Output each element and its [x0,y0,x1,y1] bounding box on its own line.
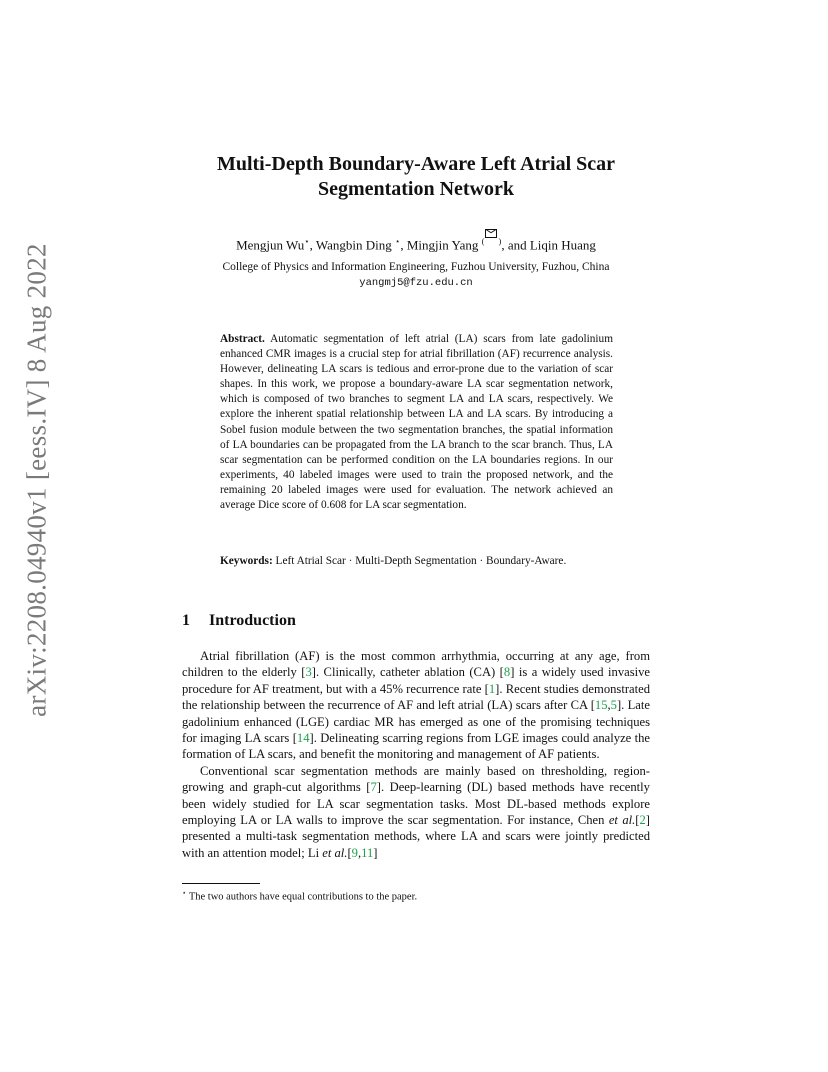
envelope-icon [485,229,497,238]
equal-contribution-mark-1: ⋆ [304,236,310,246]
et-al-2: et al. [322,845,348,860]
p1-text-4: ]. Recent studies demonstrated the relationship between the recurrence of AF and left atrial (LA) scars after CA [ [182,681,650,713]
keywords-text: Left Atrial Scar · Multi-Depth Segmentation · Boundary-Aware. [275,555,567,567]
citation-link[interactable]: 11 [361,845,374,860]
author-4: , and Liqin Huang [501,237,596,253]
section-number: 1 [182,612,190,629]
et-al-1: et al. [608,813,636,828]
citation-link[interactable]: 1 [488,681,496,696]
equal-contribution-mark-2: ⋆ [395,236,401,246]
introduction-body [182,648,650,861]
author-list: Mengjun Wu⋆, Wangbin Ding ⋆, Mingjin Yang ( ), and Liqin Huang [140,229,692,253]
citation-link[interactable]: 7 [370,780,377,795]
citation-link[interactable]: 3 [305,665,312,680]
abstract-label: Abstract. [220,333,265,345]
author-2: , Wangbin Ding [309,237,396,253]
p1-text-2: ]. Clinically, catheter ablation (CA) [ [311,665,504,680]
corresponding-email[interactable]: yangmj5@fzu.edu.cn [359,277,473,289]
paragraph-1: Atrial fibrillation (AF) is the most common arrhythmia, occurring at any age, from children to the elderly [3]. Clinically, catheter ablation (CA) [8] is a widely used invasive procedure for AF treatment, but with a 45% recurrence rate [1]. Recent studies demonstrated the relationship between the recurrence of AF and left atrial (LA) scars after CA [15,5]. Late gadolinium enhanced (LGE) cardiac MR has emerged as one of the promising techniques for imaging LA scars [14]. Delineating scarring regions from LGE images could analyze the formation of LA scars, and benefit the monitoring and management of AF patients. [182,649,651,762]
affiliation: College of Physics and Information Engineering, Fuzhou University, Fuzhou, China [222,261,610,273]
footnote [182,887,650,904]
arxiv-id-text: arXiv:2208.04940v1 [eess.IV] 8 Aug 2022 [21,243,52,717]
author-1: Mengjun Wu [236,237,305,253]
citation-link[interactable]: 2 [639,813,646,828]
footnote-mark: ⋆ [182,889,187,897]
paper-title [140,152,692,202]
paragraph-2: Conventional scar segmentation methods are mainly based on thresholding, region-growing and graph-cut algorithms [7]. Deep-learning (DL) based methods have recently been widely studied for LA scar segmentation tasks. Most DL-based methods explore employing LA or LA walls to improve the scar segmentation. For instance, Chen et al.[2] presented a multi-task segmentation methods, where LA and scars were jointly predicted with an attention model; Li et al.[9,11] [182,763,650,860]
p2-text-2: ]. Deep-learning (DL) based methods have recently been widely studied for LA scar segmentation tasks. Most DL-based methods explore employing LA or LA walls to improve the scar segmentation. For instance, Chen [182,780,650,828]
p1-text-1: Atrial fibrillation (AF) is the most common arrhythmia, occurring at any age, from children to the elderly [ [182,649,650,680]
keywords [220,554,613,569]
abstract-text: Automatic segmentation of left atrial (LA) scars from late gadolinium enhanced CMR images is a crucial step for atrial fibrillation (AF) recurrence analysis. However, delineating LA scars is tedious and error-prone due to the variation of scar shapes. In this work, we propose a boundary-aware LA scar segmentation network, which is composed of two branches to segment LA and LA scars, respectively. We explore the inherent spatial relationship between LA and LA scars. By introducing a Sobel fusion module between the two segmentation branches, the spatial information of LA boundaries can be propagated from the LA branch to the scar branch. Thus, LA scar segmentation can be performed condition on the LA boundaries regions. In our experiments, 40 labeled images were used to train the proposed network, and the remaining 20 labeled images were used for evaluation. The network achieved an average Dice score of 0.608 for LA scar segmentation. [220,333,613,512]
footnote-rule [182,883,260,884]
p1-text-5: ]. Late gadolinium enhanced (LGE) cardiac MR has emerged as one of the promising techniques for imaging LA scars [ [182,698,650,746]
p2-text-3: [ [635,813,640,828]
p2-text-1: Conventional scar segmentation methods are mainly based on thresholding, region-growing and graph-cut algorithms [ [182,763,650,795]
p1-text-6: ]. Delineating scarring regions from LGE images could analyze the formation of LA scars, and benefit the monitoring and management of AF patients. [182,731,651,762]
citation-link[interactable]: 9 [351,845,358,860]
citation-link[interactable]: 8 [503,665,511,680]
p2-text-4: ] presented a multi-task segmentation methods, where LA and scars were jointly predicted with an attention model; Li [182,813,650,860]
citation-link[interactable]: 5 [610,698,617,713]
title-line-2: Segmentation Network [317,178,515,200]
footnote-text: The two authors have equal contributions to the paper. [186,891,418,903]
author-3: , Mingjin Yang [400,237,482,253]
p2-text-6: ] [373,845,378,860]
keywords-label: Keywords: [220,555,273,567]
abstract [220,332,613,513]
citation-link[interactable]: 15 [594,698,608,713]
section-heading [182,612,296,630]
affiliation-block [140,260,692,291]
title-line-1: Multi-Depth Boundary-Aware Left Atrial Scar [216,153,616,175]
p2-text-5: [ [347,845,352,860]
citation-link[interactable]: 14 [296,731,310,746]
p1-text-3: ] is a widely used invasive procedure for AF treatment, but with a 45% recurrence rate [ [182,665,650,696]
section-title: Introduction [209,612,296,629]
